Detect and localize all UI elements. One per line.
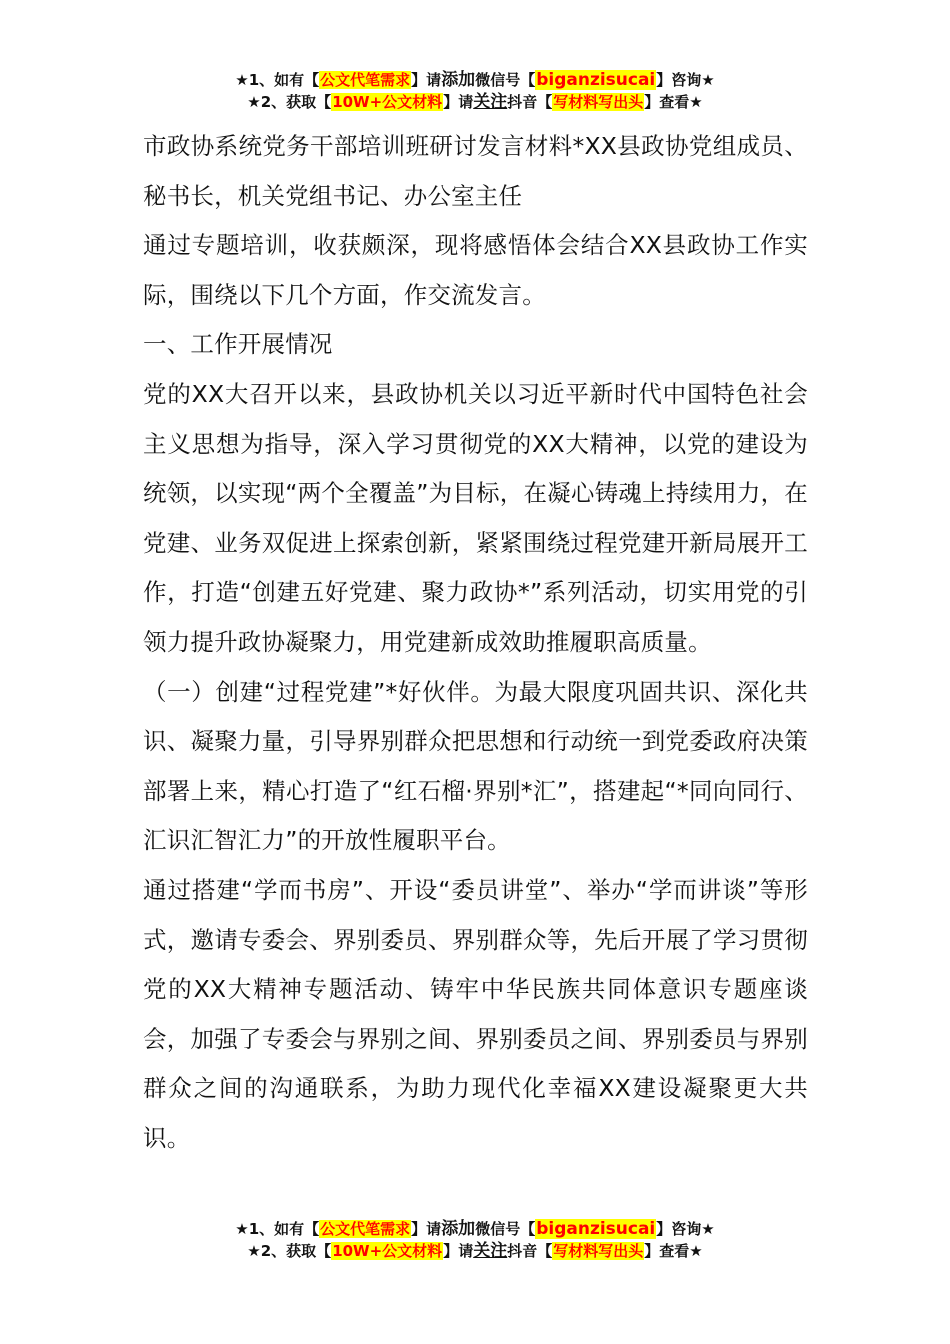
banner-text: 】咨询★ xyxy=(656,1220,715,1238)
banner-text: 抖音【 xyxy=(507,93,553,111)
banner-text: ★1、如有【 xyxy=(235,71,320,89)
section-heading: 一、工作开展情况 xyxy=(143,330,333,359)
banner-highlight-douyin: 写材料写出头 xyxy=(553,1242,644,1260)
banner-emphasis: 添加 xyxy=(441,70,476,90)
document-body xyxy=(143,122,808,1163)
banner-highlight: 公文代笔需求 xyxy=(320,1220,411,1238)
banner-text: 】咨询★ xyxy=(656,71,715,89)
banner-text: 】请 xyxy=(443,93,474,111)
banner-highlight-douyin: 写材料写出头 xyxy=(553,93,644,111)
banner-highlight: 10W+公文材料 xyxy=(332,1242,443,1260)
banner-text: 】请 xyxy=(443,1242,474,1260)
banner-text: 】查看★ xyxy=(644,1242,703,1260)
banner-emphasis: 关注 xyxy=(473,92,508,112)
section-paragraph: 党的XX大召开以来，县政协机关以习近平新时代中国特色社会主义思想为指导，深入学习贯彻党的XX大精神，以党的建设为统领，以实现“两个全覆盖”为目标，在凝心铸魂上持续用力，在党建、业务双促进上探索创新，紧紧围绕过程党建开新局展开工作，打造“创建五好党建、聚力政协*”系列活动，切实用党的引领力提升政协凝聚力，用党建新成效助推履职高质量。 xyxy=(143,379,808,656)
banner-text: ★2、获取【 xyxy=(247,1242,332,1260)
banner-text: 微信号【 xyxy=(475,1220,536,1238)
intro-paragraph: 通过专题培训，收获颇深，现将感悟体会结合XX县政协工作实际，围绕以下几个方面，作交流发言。 xyxy=(143,231,808,309)
banner-text: ★1、如有【 xyxy=(235,1220,320,1238)
banner-text: 】查看★ xyxy=(644,93,703,111)
banner-highlight: 公文代笔需求 xyxy=(320,71,411,89)
banner-text: ★2、获取【 xyxy=(247,93,332,111)
top-banner xyxy=(0,69,950,113)
banner-line-2 xyxy=(0,91,950,113)
banner-text: 抖音【 xyxy=(507,1242,553,1260)
banner-text: 】请 xyxy=(411,1220,442,1238)
banner-text: 微信号【 xyxy=(475,71,536,89)
bottom-banner xyxy=(0,1218,950,1262)
subsection-paragraph: （一）创建“过程党建”*好伙伴。为最大限度巩固共识、深化共识、凝聚力量，引导界别群众把思想和行动统一到党委政府决策部署上来，精心打造了“红石榴·界别*汇”，搭建起“*同向同行、汇识汇智汇力”的开放性履职平台。 xyxy=(143,677,808,855)
banner-line-1 xyxy=(0,1218,950,1240)
banner-text: 】请 xyxy=(411,71,442,89)
banner-line-2 xyxy=(0,1240,950,1262)
subsection-paragraph-2: 通过搭建“学而书房”、开设“委员讲堂”、举办“学而讲谈”等形式，邀请专委会、界别委员、界别群众等，先后开展了学习贯彻党的XX大精神专题活动、铸牢中华民族共同体意识专题座谈会，加强了专委会与界别之间、界别委员之间、界别委员与界别群众之间的沟通联系，为助力现代化幸福XX建设凝聚更大共识。 xyxy=(143,875,808,1152)
banner-line-1 xyxy=(0,69,950,91)
banner-highlight-wechat-id: biganzisucai xyxy=(536,1219,656,1239)
banner-emphasis: 添加 xyxy=(441,1219,476,1239)
document-title: 市政协系统党务干部培训班研讨发言材料*XX县政协党组成员、秘书长，机关党组书记、办公室主任 xyxy=(143,132,808,210)
banner-emphasis: 关注 xyxy=(473,1241,508,1261)
banner-highlight: 10W+公文材料 xyxy=(332,93,443,111)
banner-highlight-wechat-id: biganzisucai xyxy=(536,70,656,90)
